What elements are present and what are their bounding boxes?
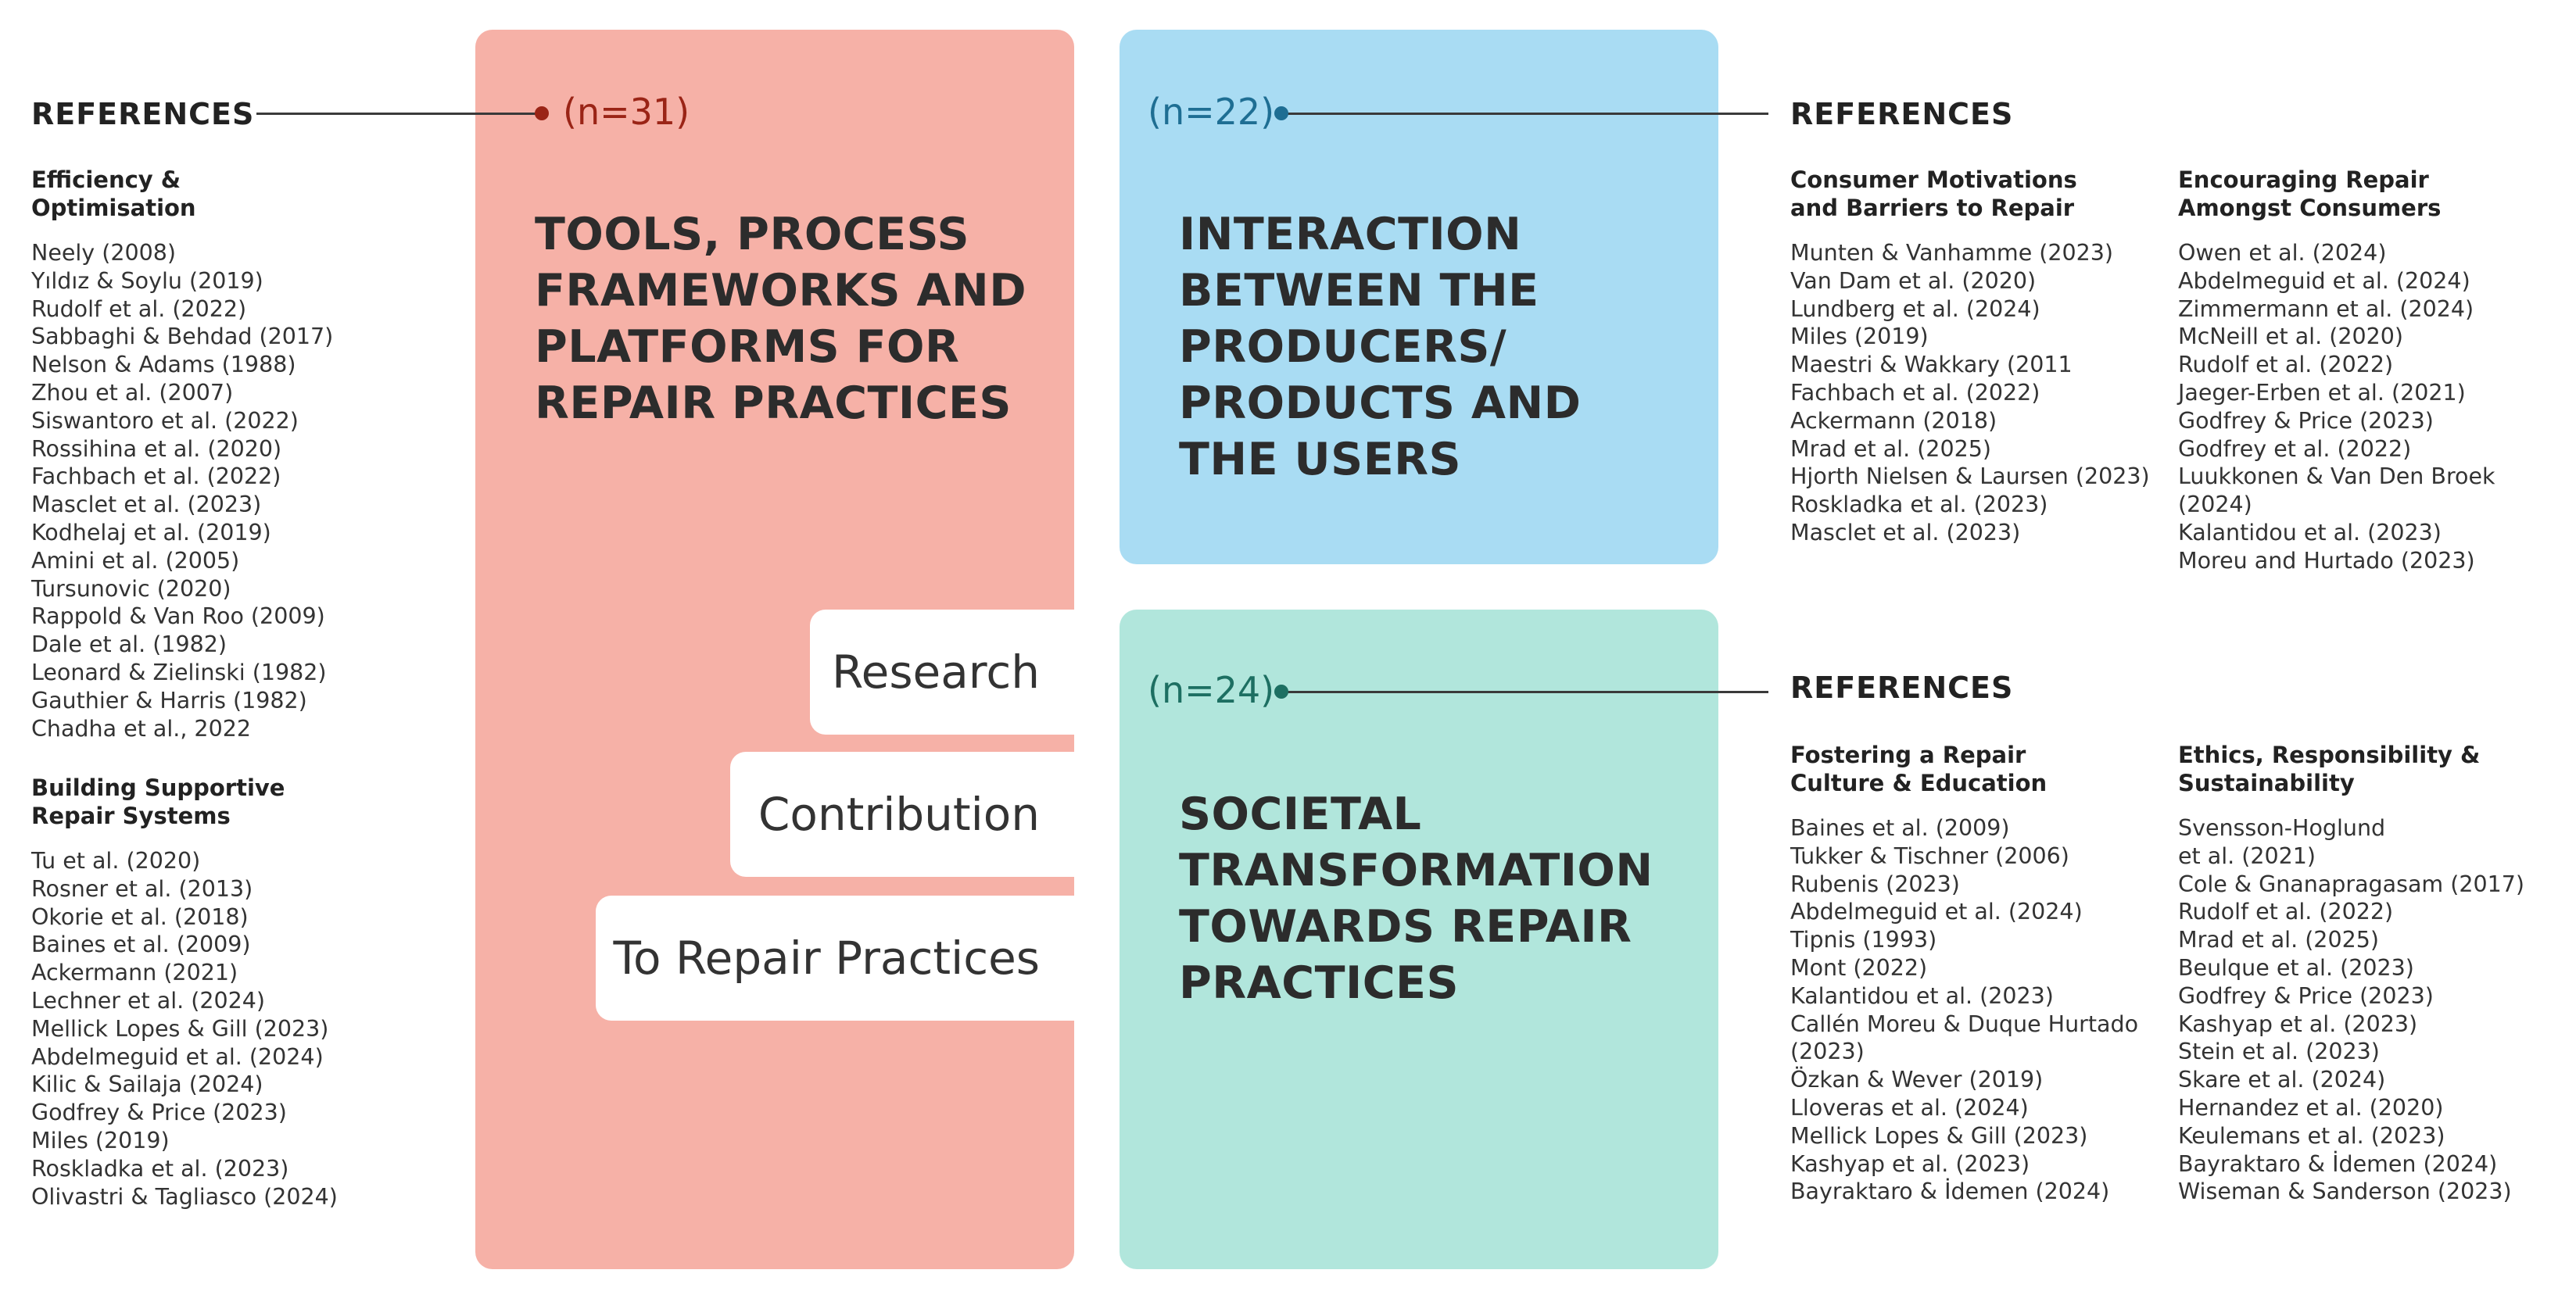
reference-item: Kalantidou et al. (2023) bbox=[2178, 519, 2442, 545]
reference-item: Gauthier & Harris (1982) bbox=[31, 687, 307, 714]
reference-item: Mellick Lopes & Gill (2023) bbox=[1790, 1122, 2088, 1149]
reference-item: Kashyap et al. (2023) bbox=[2178, 1010, 2418, 1037]
reference-item: Masclet et al. (2023) bbox=[1790, 519, 2021, 545]
reference-item: Rappold & Van Roo (2009) bbox=[31, 603, 325, 630]
reference-item: Baines et al. (2009) bbox=[1790, 815, 2010, 841]
societal-count: (n=24) bbox=[1148, 669, 1275, 711]
reference-item: Özkan & Wever (2019) bbox=[1790, 1067, 2044, 1093]
reference-item: Owen et al. (2024) bbox=[2178, 240, 2387, 266]
reference-item: Leonard & Zielinski (1982) bbox=[31, 659, 327, 685]
tools-count: (n=31) bbox=[563, 91, 690, 133]
reference-item: Kashyap et al. (2023) bbox=[1790, 1150, 2030, 1177]
reference-item: Miles (2019) bbox=[1790, 324, 1929, 350]
reference-item: Mont (2022) bbox=[1790, 954, 1928, 981]
reference-item: Abdelmeguid et al. (2024) bbox=[1790, 899, 2083, 925]
top-right-connector-line bbox=[1282, 113, 1768, 115]
fostering-culture-reference-list bbox=[1790, 814, 2138, 1206]
consumer-motivations-title: Consumer Motivations and Barriers to Repair bbox=[1790, 166, 2077, 221]
reference-item: Hernandez et al. (2020) bbox=[2178, 1094, 2444, 1121]
reference-item: Neely (2008) bbox=[31, 240, 176, 266]
reference-item: Tipnis (1993) bbox=[1790, 927, 1937, 953]
reference-item: Godfrey & Price (2023) bbox=[2178, 982, 2434, 1009]
reference-item: Kilic & Sailaja (2024) bbox=[31, 1071, 263, 1098]
reference-item: Nelson & Adams (1988) bbox=[31, 352, 296, 378]
tab-research bbox=[810, 610, 1074, 735]
reference-item: Kodhelaj et al. (2019) bbox=[31, 519, 271, 545]
reference-item: Beulque et al. (2023) bbox=[2178, 954, 2414, 981]
reference-item: Dale et al. (1982) bbox=[31, 631, 227, 658]
reference-item: Tursunovic (2020) bbox=[31, 575, 231, 602]
reference-item: Mrad et al. (2025) bbox=[2178, 927, 2379, 953]
tab-research-label: Research bbox=[831, 646, 1040, 699]
left-references-heading: REFERENCES bbox=[31, 97, 255, 131]
tab-repair-label: To Repair Practices bbox=[613, 932, 1040, 985]
bottom-right-connector-line bbox=[1282, 691, 1768, 693]
reference-item: McNeill et al. (2020) bbox=[2178, 324, 2403, 350]
tab-contribution bbox=[730, 752, 1074, 877]
top-right-connector-dot bbox=[1274, 106, 1288, 120]
reference-item: Fachbach et al. (2022) bbox=[31, 463, 281, 490]
bottom-right-connector-dot bbox=[1274, 685, 1288, 699]
reference-item: Roskladka et al. (2023) bbox=[1790, 492, 2048, 518]
reference-item: Svensson-Hoglund et al. (2021) bbox=[2178, 815, 2386, 869]
reference-item: Bayraktaro & İdemen (2024) bbox=[2178, 1150, 2498, 1177]
interaction-title: INTERACTION BETWEEN THE PRODUCERS/ PRODUCTS AND THE USERS bbox=[1179, 209, 1582, 485]
fostering-culture-title: Fostering a Repair Culture & Education bbox=[1790, 742, 2048, 796]
reference-item: Sabbaghi & Behdad (2017) bbox=[31, 324, 334, 350]
bottom-right-references-heading: REFERENCES bbox=[1790, 671, 2014, 705]
reference-item: Wiseman & Sanderson (2023) bbox=[2178, 1179, 2512, 1205]
reference-item: Olivastri & Tagliasco (2024) bbox=[31, 1183, 338, 1210]
reference-item: Munten & Vanhamme (2023) bbox=[1790, 240, 2114, 266]
left-connector-dot bbox=[535, 106, 549, 120]
left-connector-line bbox=[256, 113, 541, 115]
reference-item: Godfrey & Price (2023) bbox=[2178, 407, 2434, 434]
reference-item: Rosner et al. (2013) bbox=[31, 875, 253, 902]
reference-item: Amini et al. (2005) bbox=[31, 547, 240, 574]
reference-item: Tu et al. (2020) bbox=[31, 848, 201, 874]
reference-item: Rossihina et al. (2020) bbox=[31, 435, 282, 462]
reference-item: Miles (2019) bbox=[31, 1127, 170, 1154]
tab-repair-practices bbox=[596, 896, 1074, 1021]
reference-item: Abdelmeguid et al. (2024) bbox=[2178, 267, 2470, 294]
reference-item: Godfrey & Price (2023) bbox=[31, 1100, 287, 1126]
reference-item: Bayraktaro & İdemen (2024) bbox=[1790, 1179, 2110, 1205]
top-right-references-heading: REFERENCES bbox=[1790, 97, 2014, 131]
reference-item: Callén Moreu & Duque Hurtado (2023) bbox=[1790, 1010, 2139, 1065]
reference-item: Hjorth Nielsen & Laursen (2023) bbox=[1790, 463, 2150, 490]
reference-item: Lloveras et al. (2024) bbox=[1790, 1094, 2029, 1121]
reference-item: Mrad et al. (2025) bbox=[1790, 435, 1991, 462]
reference-item: Baines et al. (2009) bbox=[31, 932, 251, 958]
efficiency-reference-list bbox=[31, 239, 333, 742]
reference-item: Stein et al. (2023) bbox=[2178, 1039, 2380, 1065]
supportive-systems-category-title: Building Supportive Repair Systems bbox=[31, 774, 285, 829]
reference-item: Jaeger-Erben et al. (2021) bbox=[2178, 379, 2466, 406]
reference-item: Okorie et al. (2018) bbox=[31, 903, 249, 930]
tab-contribution-label: Contribution bbox=[758, 788, 1040, 841]
reference-item: Ackermann (2018) bbox=[1790, 407, 1997, 434]
reference-item: Luukkonen & Van Den Broek (2024) bbox=[2178, 463, 2495, 518]
reference-item: Maestri & Wakkary (2011 bbox=[1790, 352, 2073, 378]
reference-item: Rudolf et al. (2022) bbox=[31, 295, 247, 322]
ethics-reference-list bbox=[2178, 814, 2524, 1206]
consumer-motivations-reference-list bbox=[1790, 239, 2150, 547]
societal-title: SOCIETAL TRANSFORMATION TOWARDS REPAIR PRACTICES bbox=[1179, 789, 1653, 1009]
reference-item: Moreu and Hurtado (2023) bbox=[2178, 547, 2475, 574]
tools-title: TOOLS, PROCESS FRAMEWORKS AND PLATFORMS FOR REPAIR PRACTICES bbox=[535, 209, 1027, 429]
reference-item: Abdelmeguid et al. (2024) bbox=[31, 1043, 324, 1070]
reference-item: Chadha et al., 2022 bbox=[31, 715, 251, 742]
reference-item: Tukker & Tischner (2006) bbox=[1790, 842, 2069, 869]
reference-item: Mellick Lopes & Gill (2023) bbox=[31, 1015, 329, 1042]
reference-item: Godfrey et al. (2022) bbox=[2178, 435, 2412, 462]
reference-item: Lechner et al. (2024) bbox=[31, 987, 266, 1014]
reference-item: Roskladka et al. (2023) bbox=[31, 1155, 289, 1182]
reference-item: Ackermann (2021) bbox=[31, 960, 238, 986]
reference-item: Skare et al. (2024) bbox=[2178, 1067, 2386, 1093]
reference-item: Fachbach et al. (2022) bbox=[1790, 379, 2040, 406]
reference-item: Rudolf et al. (2022) bbox=[2178, 352, 2394, 378]
reference-item: Masclet et al. (2023) bbox=[31, 492, 262, 518]
reference-item: Keulemans et al. (2023) bbox=[2178, 1122, 2445, 1149]
reference-item: Kalantidou et al. (2023) bbox=[1790, 982, 2054, 1009]
supportive-systems-reference-list bbox=[31, 847, 338, 1211]
encouraging-repair-reference-list bbox=[2178, 239, 2576, 575]
efficiency-category-title: Efficiency & Optimisation bbox=[31, 166, 196, 221]
ethics-title: Ethics, Responsibility & Sustainability bbox=[2178, 742, 2481, 796]
reference-item: Rubenis (2023) bbox=[1790, 871, 1960, 897]
reference-item: Cole & Gnanapragasam (2017) bbox=[2178, 871, 2525, 897]
reference-item: Yıldız & Soylu (2019) bbox=[31, 267, 263, 294]
reference-item: Lundberg et al. (2024) bbox=[1790, 295, 2040, 322]
reference-item: Zimmermann et al. (2024) bbox=[2178, 295, 2474, 322]
interaction-count: (n=22) bbox=[1148, 91, 1275, 133]
reference-item: Rudolf et al. (2022) bbox=[2178, 899, 2394, 925]
reference-item: Zhou et al. (2007) bbox=[31, 379, 234, 406]
encouraging-repair-title: Encouraging Repair Amongst Consumers bbox=[2178, 166, 2442, 221]
reference-item: Van Dam et al. (2020) bbox=[1790, 267, 2037, 294]
reference-item: Siswantoro et al. (2022) bbox=[31, 407, 299, 434]
